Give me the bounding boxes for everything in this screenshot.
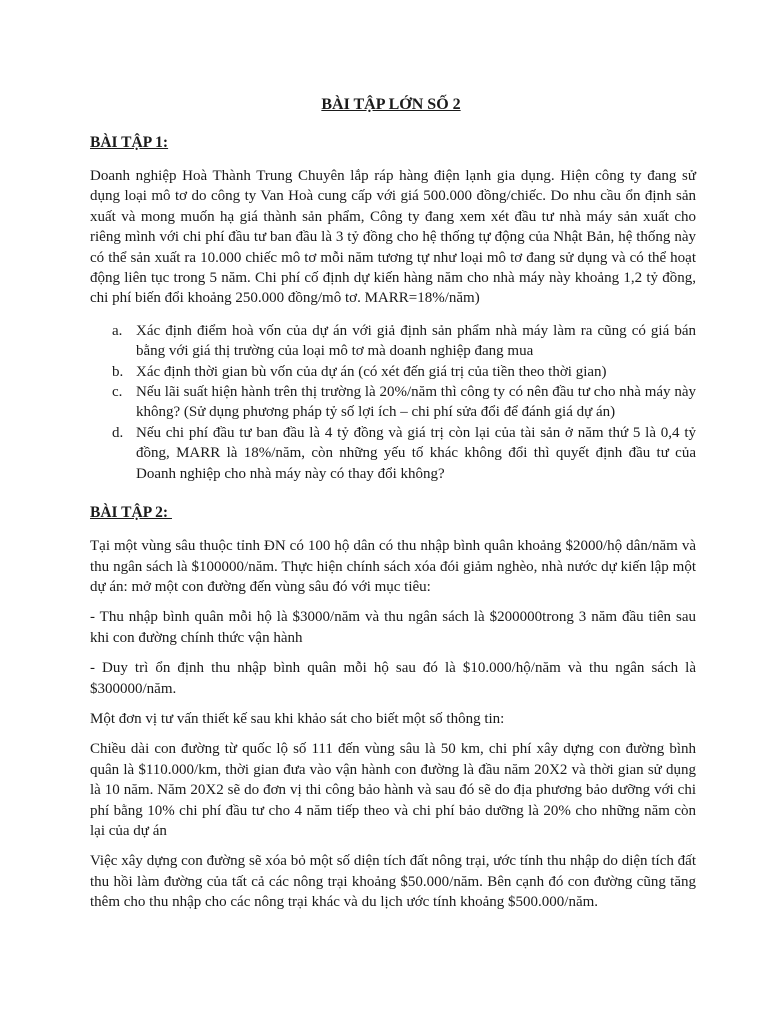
question-text: Nếu lãi suất hiện hành trên thị trường là 20%/năm thì công ty có nên đầu tư cho nhà máy này không? (Sử dụng phương pháp tỷ số lợi ích – chi phí sửa đổi để đánh giá dự án): [136, 384, 696, 421]
question-text: Xác định điểm hoà vốn của dự án với giả định sản phẩm nhà máy làm ra cũng có giá bán bằng với giá thị trường của loại mô tơ mà doanh nghiệp đang mua: [136, 322, 696, 360]
exercise-2-paragraph: - Duy trì ổn định thu nhập bình quân mỗi hộ sau đó là $10.000/hộ/năm và thu ngân sách là $300000/năm.: [90, 660, 696, 697]
question-item-a: [112, 321, 696, 362]
exercise-2-paragraph: Việc xây dựng con đường sẽ xóa bỏ một số diện tích đất nông trại, ước tính thu nhập do diện tích đất thu hồi làm đường của tất cả các nông trại khoảng $50.000/năm. Bên cạnh đó con đường cũng tăng thêm cho thu nhập cho các nông trại khác và du lịch ước tính khoảng $500.000/năm.: [90, 853, 696, 911]
exercise-1-intro: Doanh nghiệp Hoà Thành Trung Chuyên lắp ráp hàng điện lạnh gia dụng. Hiện công ty đang sử dụng loại mô tơ do công ty Van Hoà cung cấp với giá 500.000 đồng/chiếc. Do nhu cầu ổn định sản xuất và mong muốn hạ giá thành sản phẩm, Công ty đang xem xét đầu tư nhà máy sản xuất cho riêng mình với chi phí đầu tư ban đầu là 3 tỷ đồng cho hệ thống tự động của Nhật Bản, hệ thống này có thể sản xuất ra 10.000 chiếc mô tơ mỗi năm tương tự như loại mô tơ đang sử dụng và có thể hoạt động liên tục trong 5 năm. Chi phí cố định dự kiến hàng năm cho nhà máy này khoảng 1,2 tỷ đồng, chi phí biến đổi khoảng 250.000 đồng/mô tơ. MARR=18%/năm): [90, 168, 696, 307]
exercise-1-question-list: [90, 321, 696, 484]
document-title: BÀI TẬP LỚN SỐ 2: [321, 96, 461, 113]
question-item-c: [112, 382, 696, 423]
question-marker: c.: [112, 384, 123, 401]
exercise-2-paragraph: - Thu nhập bình quân mỗi hộ là $3000/năm và thu ngân sách là $200000trong 3 năm đầu tiên sau khi con đường chính thức vận hành: [90, 609, 696, 646]
question-text: Nếu chi phí đầu tư ban đầu là 4 tỷ đồng và giá trị còn lại của tài sản ở năm thứ 5 là 0,4 tỷ đồng, MARR là 18%/năm, còn những yếu tố khác không đổi thì quyết định đầu tư của Doanh nghiệp cho nhà máy này có thay đổi không?: [136, 424, 696, 482]
exercise-2: [90, 504, 696, 913]
question-item-b: [112, 362, 696, 382]
exercise-2-paragraph: Một đơn vị tư vấn thiết kế sau khi khảo sát cho biết một số thông tin:: [90, 710, 505, 727]
exercise-2-heading: BÀI TẬP 2:: [90, 504, 172, 522]
exercise-1: [90, 134, 696, 484]
question-text: Xác định thời gian bù vốn của dự án (có xét đến giá trị của tiền theo thời gian): [136, 363, 607, 380]
exercise-2-paragraph: Tại một vùng sâu thuộc tỉnh ĐN có 100 hộ dân có thu nhập bình quân khoảng $2000/hộ dân/năm và thu ngân sách là $100000/năm. Thực hiện chính sách xóa đói giảm nghèo, nhà nước dự kiến lập một dự án: mở một con đường đến vùng sâu đó với mục tiêu:: [90, 538, 696, 595]
exercise-1-heading: BÀI TẬP 1:: [90, 134, 169, 151]
question-item-d: [112, 423, 696, 484]
question-marker: a.: [112, 322, 123, 339]
exercise-2-paragraph: Chiều dài con đường từ quốc lộ số 111 đến vùng sâu là 50 km, chi phí xây dựng con đường bình quân là $110.000/km, thời gian đưa vào vận hành con đường là đầu năm 20X2 và thời gian sử dụng là 10 năm. Năm 20X2 sẽ do đơn vị thi công bảo hành và sau đó sẽ do địa phương bảo dưỡng với chi phí bằng 10% chi phí đầu tư cho 4 năm tiếp theo và chi phí bảo dưỡng là 20% cho những năm còn lại của dự án: [90, 741, 696, 839]
question-marker: b.: [112, 363, 124, 380]
question-marker: d.: [112, 424, 124, 441]
